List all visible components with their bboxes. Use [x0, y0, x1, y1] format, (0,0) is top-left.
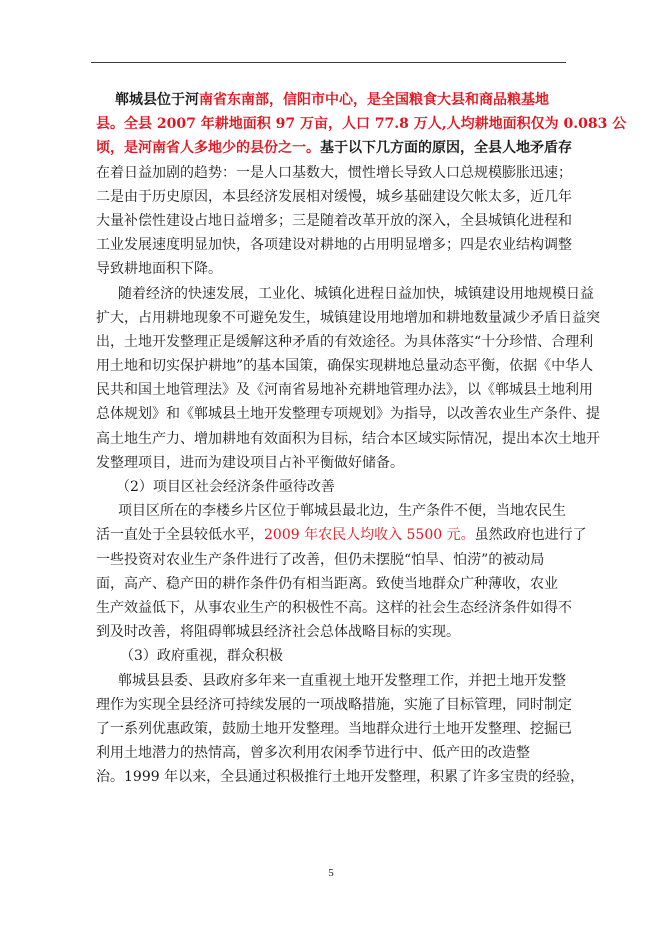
p3-line-2 [96, 523, 587, 547]
p3-line-4: 面，高产、稳产田的耕作条件仍有相当距离。致使当地群众广种薄收，农业 [96, 575, 558, 592]
header-rule [91, 62, 566, 63]
p1-line-2: 县。全县 2007 年耕地面积 97 万亩，人口 77.8 万人,人均耕地面积仅为 0.083 公 [96, 116, 627, 133]
p2-line-2: 扩大，占用耕地现象不可避免发生，城镇建设用地增加和耕地数量减少矛盾日益突 [96, 309, 600, 326]
p1-line-7: 工业发展速度明显加快，各项建设对耕地的占用明显增多；四是农业结构调整 [96, 237, 572, 254]
p3-line-5: 生产效益低下，从事农业生产的积极性不高。这样的社会生态经济条件如得不 [96, 599, 572, 616]
p1-line-6: 大量补偿性建设占地日益增多；三是随着改革开放的深入，全县城镇化进程和 [96, 212, 572, 229]
p3-red-text: 2009 年农民人均收入 5500 元。 [264, 527, 475, 544]
p4-line-5: 治。1999 年以来，全县通过积极推行土地开发整理，积累了许多宝贵的经验， [96, 769, 585, 786]
p3-text: 虽然政府也进行了 [474, 527, 587, 544]
p1-line-4: 在着日益加剧的趋势：一是人口基数大，惯性增长导致人口总规模膨胀迅速； [96, 164, 572, 181]
p2-line-6: 总体规划》和《郸城县土地开发整理专项规划》为指导，以改善农业生产条件、提 [96, 406, 600, 423]
p2-line-7: 高土地生产力、增加耕地有效面积为目标，结合本区域实际情况，提出本次土地开 [96, 430, 600, 447]
p1-text: 郸城县位于河 [115, 92, 199, 108]
p1-red-text: 南省东南部，信阳市中心，是全国粮食大县和商品粮基地 [199, 92, 549, 108]
document-body [96, 88, 627, 789]
p4-line-3: 了一系列优惠政策，鼓励土地开发整理。当地群众进行土地开发整理、挖掘已 [96, 720, 572, 737]
p3-text: 活一直处于全县较低水平， [96, 527, 264, 544]
p2-line-4: 用土地和切实保护耕地”的基本国策，确保实现耕地总量动态平衡，依据《中华人 [96, 358, 594, 375]
p2-line-1: 随着经济的快速发展，工业化、城镇化进程日益加快，城镇建设用地规模日益 [118, 285, 594, 302]
section-heading-3: （3）政府重视，群众积极 [120, 648, 283, 665]
p4-line-2: 理作为实现全县经济可持续发展的一项战略措施，实施了目标管理，同时制定 [96, 696, 572, 713]
p2-line-5: 民共和国土地管理法》及《河南省易地补充耕地管理办法》，以《郸城县土地利用 [96, 382, 593, 399]
p4-line-4: 利用土地潜力的热情高，曾多次利用农闲季节进行中、低产田的改造整 [96, 745, 530, 762]
p1-line-3 [96, 136, 570, 160]
p1-text: 基于以下几方面的原因，全县人地矛盾存 [320, 140, 572, 157]
p1-red-text: 顷，是河南省人多地少的县份之一。 [96, 140, 320, 157]
p1-line-5: 二是由于历史原因，本县经济发展相对缓慢，城乡基础建设欠帐太多，近几年 [96, 188, 572, 205]
section-heading-2: （2）项目区社会经济条件亟待改善 [116, 479, 335, 495]
p1-line-8: 导致耕地面积下降。 [96, 261, 222, 278]
p3-line-1: 项目区所在的李楼乡片区位于郸城县最北边，生产条件不便，当地农民生 [118, 503, 566, 520]
page-number: 5 [328, 867, 334, 879]
p4-line-1: 郸城县县委、县政府多年来一直重视土地开发整理工作，并把土地开发整 [118, 672, 566, 689]
p2-line-3: 出，土地开发整理正是缓解这种矛盾的有效途径。为具体落实“十分珍惜、合理利 [96, 333, 594, 350]
p2-line-8: 发整理项目，进而为建设项目占补平衡做好储备。 [96, 454, 404, 471]
p3-line-6: 到及时改善，将阻碍郸城县经济社会总体战略目标的实现。 [96, 624, 460, 641]
p3-line-3: 一些投资对农业生产条件进行了改善，但仍未摆脱“怕旱、怕涝”的被动局 [96, 551, 545, 568]
p1-line-1 [96, 88, 570, 112]
